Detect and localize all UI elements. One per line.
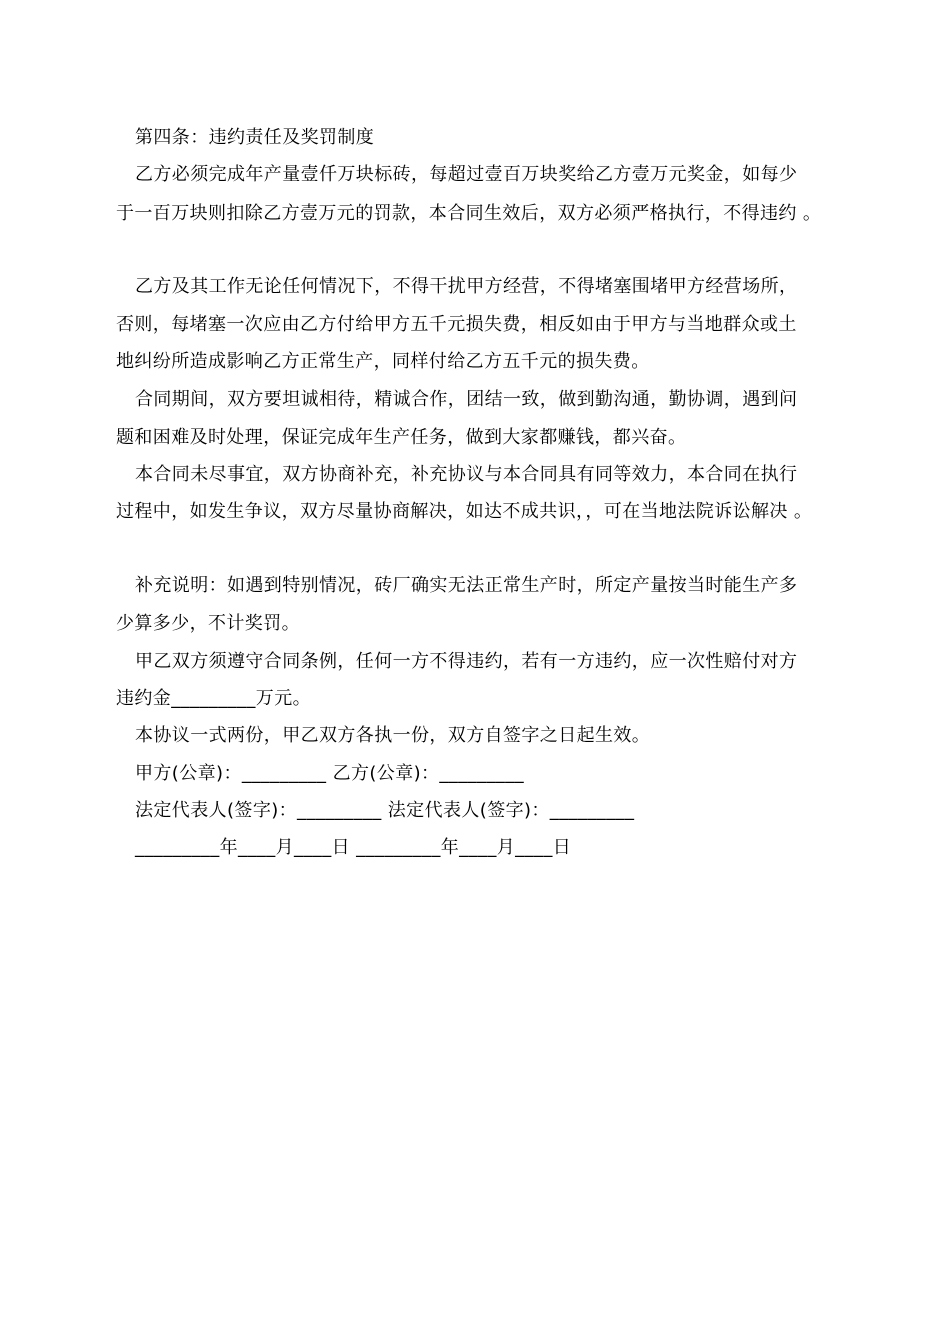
paragraph-line: 地纠纷所造成影响乙方正常生产，同样付给乙方五千元的损失费。 [116,351,650,372]
paragraph-line: 本合同未尽事宜，双方协商补充，补充协议与本合同具有同等效力，本合同在执行 [135,464,798,485]
date-line: _________年____月____日 _________年____月____日 [135,837,572,858]
section-heading: 第四条：违约责任及奖罚制度 [135,127,375,148]
paragraph-line: 补充说明：如遇到特别情况，砖厂确实无法正常生产时，所定产量按当时能生产多 [135,575,798,596]
paragraph-line: 于一百万块则扣除乙方壹万元的罚款，本合同生效后，双方必须严格执行，不得违约 。 [116,203,822,224]
paragraph-line: 题和困难及时处理，保证完成年生产任务，做到大家都赚钱，都兴奋。 [116,427,687,448]
paragraph-line: 本协议一式两份，甲乙双方各执一份，双方自签字之日起生效。 [135,725,651,746]
paragraph-line: 合同期间，双方要坦诚相待，精诚合作，团结一致，做到勤沟通，勤协调，遇到问 [135,389,798,410]
paragraph-line: 乙方必须完成年产量壹仟万块标砖，每超过壹百万块奖给乙方壹万元奖金，如每少 [135,164,798,185]
paragraph-line: 否则，每堵塞一次应由乙方付给甲方五千元损失费，相反如由于甲方与当地群众或土 [116,314,797,335]
paragraph-line: 过程中，如发生争议，双方尽量协商解决，如达不成共识，，可在当地法院诉讼解决 。 [116,501,813,522]
penalty-amount-line: 违约金_________万元。 [116,688,311,709]
signature-line: 法定代表人(签字)：_________ 法定代表人(签字)：_________ [135,800,635,821]
paragraph-line: 少算多少，不计奖罚。 [116,613,300,634]
paragraph-line: 甲乙双方须遵守合同条例，任何一方不得违约，若有一方违约，应一次性赔付对方 [135,651,798,672]
paragraph-line: 乙方及其工作无论任何情况下，不得干扰甲方经营，不得堵塞围堵甲方经营场所， [135,276,798,297]
seal-line: 甲方(公章)：_________ 乙方(公章)：_________ [135,763,525,784]
